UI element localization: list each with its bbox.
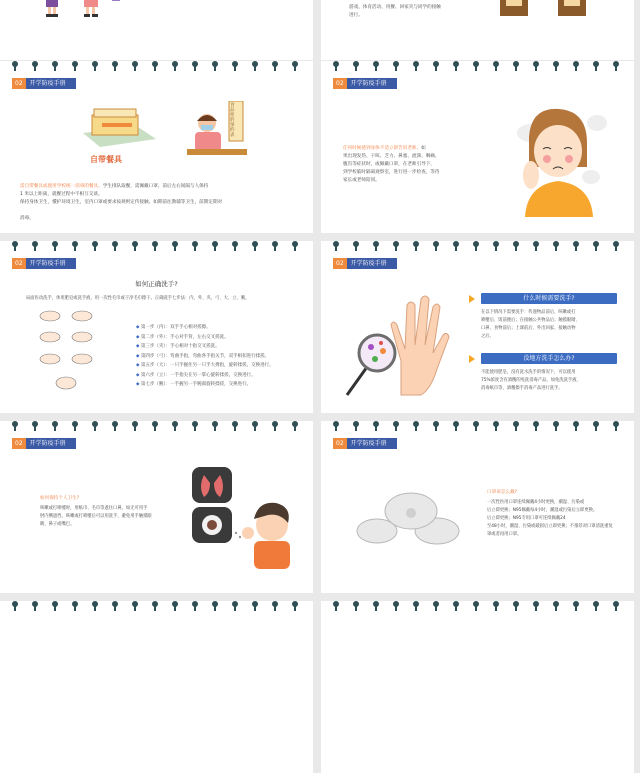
binder-hole [593,241,599,251]
binder-hole [292,61,298,71]
binder-holes [321,601,634,613]
section-number: 02 [333,78,347,89]
binder-hole [333,61,339,71]
binder-hole [132,241,138,251]
binder-hole [453,421,459,431]
binder-hole [473,61,479,71]
binder-hole [32,421,38,431]
binder-holes [321,241,634,253]
section-number: 02 [12,258,26,269]
binder-hole [52,421,58,431]
bullet-icon: ◆ [136,363,141,368]
binder-hole [413,241,419,251]
arrow-icon [469,355,475,363]
binder-hole [72,241,78,251]
binder-hole [292,601,298,611]
hand-germs-illustration [341,285,451,405]
binder-hole [453,61,459,71]
binder-hole [413,61,419,71]
section-name: 开学防疫手册 [347,438,397,449]
binder-hole [393,421,399,431]
binder-hole [72,601,78,611]
arrow-icon [469,295,475,303]
handwash-intro: 局面佐动洗手，体用肥皂或洗手液，用一次性毛巾或干净毛巾擦干。正确洗手七步法：内、外、夹、弓、大、立、腕。 [26,296,250,301]
slide-bottom-right[interactable] [321,601,634,773]
bullet-icon: ◆ [136,353,141,359]
binder-hole [453,601,459,611]
binder-hole [112,421,118,431]
binder-hole [92,61,98,71]
binder-holes [0,61,313,73]
step-key: 第二步（外）： [140,334,171,340]
step-value: 一只手握住另一只手大拇指，旋转揉搓，交换进行。 [170,363,274,368]
binder-hole [172,61,178,71]
handwash-step [136,323,211,333]
binder-holes [321,61,634,73]
binder-hole [513,241,519,251]
when-line-1: 在以下情况下需要洗手：传递物品前后、咳嗽或打 [481,310,576,315]
when-to-wash-heading: 什么时候需要洗手? [481,293,617,304]
binder-hole [433,241,439,251]
noplace-line-1: 不能使用肥皂、没有洗水洗手的情况下，可以使用 [481,370,576,375]
binder-hole [413,421,419,431]
unwell-line-5: 家长或老师陪同。 [343,178,380,183]
noplace-line-3: 消毒纸巾等，酒精擦手消毒产品进行洗手。 [481,386,563,391]
slide-when-to-wash[interactable] [321,241,634,413]
binder-holes [321,421,634,433]
section-tag [333,438,397,449]
mask-line-5: 罩或者再用口罩。 [487,532,522,537]
binder-hole [112,61,118,71]
section-tag [333,258,397,269]
binder-hole [212,601,218,611]
binder-hole [272,601,278,611]
hygiene-line-3: 睛、鼻子或嘴巴。 [40,522,75,527]
unwell-line-3: 腹泻等症状时，或佩戴口罩，在老师引导下， [343,162,435,167]
hygiene-heading: 如何保持个人卫生? [40,496,80,501]
handwash-step [136,333,229,343]
unwell-line-2: 果出现发热、干咳、乏力、鼻塞、流涕、咽痛、 [343,154,440,159]
binder-hole [72,61,78,71]
noplace-line-2: 75%浓度含有酒精的免洗消毒产品，如免洗洗手液、 [481,378,581,383]
binder-hole [252,61,258,71]
binder-hole [132,601,138,611]
body-line: 游戏、体育活动、用餐、回家夹与同学的接触 [349,5,441,10]
binder-hole [292,421,298,431]
section-tag [12,78,76,89]
coughing-boy-illustration [188,463,303,573]
when-line-2: 喷嚏后、饭前便后；在接触公共物品后；触摸眼睛、 [481,318,580,323]
binder-hole [573,241,579,251]
binder-hole [433,421,439,431]
binder-hole [152,421,158,431]
binder-hole [212,421,218,431]
binder-hole [333,601,339,611]
binder-hole [533,601,539,611]
hygiene-line-1: 咳嗽或打喷嚏时，用纸巾、毛巾等遮住口鼻，如无可用手 [40,506,148,511]
step-key: 第七步（腕）： [140,382,171,387]
section-name: 开学防疫手册 [26,258,76,269]
section-number: 02 [12,438,26,449]
cafeteria-illustration [185,101,255,166]
binder-hole [192,241,198,251]
step-key: 第三步（夹）： [140,344,171,349]
section-tag [12,258,76,269]
bullet-icon: ◆ [136,325,141,330]
rule-line-1: 需自带餐具或使用学校统一消毒的餐具。学生排队取餐，需佩戴口罩，前后左右间隔与人保持 [20,184,209,189]
binder-hole [573,61,579,71]
binder-hole [453,241,459,251]
binder-holes [0,241,313,253]
slide-bottom-left[interactable] [0,601,313,773]
binder-hole [232,601,238,611]
binder-hole [152,601,158,611]
binder-hole [252,421,258,431]
binder-hole [473,421,479,431]
binder-hole [513,421,519,431]
bullet-icon: ◆ [136,382,141,387]
section-name: 开学防疫手册 [347,78,397,89]
binder-hole [593,601,599,611]
step-key: 第四步（弓）： [140,353,171,359]
mask-line-1: 一次性医用口罩连续佩戴4小时更换，潮湿、污染或 [487,500,585,505]
binder-hole [553,61,559,71]
binder-hole [172,601,178,611]
binder-hole [172,421,178,431]
binder-hole [593,61,599,71]
binder-hole [373,61,379,71]
students-illustration [40,0,130,33]
binder-hole [92,421,98,431]
binder-hole [112,241,118,251]
binder-hole [252,241,258,251]
section-number: 02 [12,78,26,89]
binder-hole [493,601,499,611]
mask-line-4: 至48小时，潮湿、污染或破损后立即更换；不推荐对口罩清洗重复 [487,524,613,529]
section-name: 开学防疫手册 [26,78,76,89]
binder-hole [393,601,399,611]
binder-hole [533,61,539,71]
handwash-steps-illustration [36,307,102,403]
binder-hole [393,61,399,71]
binder-hole [353,61,359,71]
binder-hole [192,601,198,611]
slide-mask[interactable] [321,421,634,593]
binder-hole [232,421,238,431]
binder-hole [272,241,278,251]
section-name: 开学防疫手册 [347,258,397,269]
step-value: 一手握另一手腕部旋转揉搓，交换进行。 [170,382,252,387]
section-tag [333,78,397,89]
handwash-step [136,352,269,362]
step-key: 第五步（大）： [140,363,171,368]
binder-hole [433,61,439,71]
binder-hole [192,421,198,431]
binder-hole [473,601,479,611]
unwell-line-1: 任何时候感到身体不适立即告诉老师。如 [343,146,426,151]
unwell-line-4: 到学校临时隔离观察室，进行进一步检查，等待 [343,170,440,175]
binder-hole [613,241,619,251]
binder-hole [373,601,379,611]
binder-hole [272,421,278,431]
step-key: 第一步（内）： [140,325,171,330]
binder-hole [92,241,98,251]
hygiene-line-2: 肘内侧遮挡。咳嗽或打喷嚏后可以用洗手，避免用手触摸眼 [40,514,152,519]
binder-hole [573,601,579,611]
binder-hole [533,241,539,251]
no-place-heading: 没地方洗手怎么办? [481,353,617,364]
binder-hole [333,241,339,251]
binder-hole [513,61,519,71]
binder-hole [132,421,138,431]
binder-hole [473,241,479,251]
binder-hole [353,421,359,431]
step-value: 弯曲手指，弯曲各手指关节，双手相扣进行揉搓。 [170,353,270,359]
binder-hole [573,421,579,431]
binder-hole [353,241,359,251]
slide-top-left[interactable] [0,0,313,60]
section-number: 02 [333,438,347,449]
mask-line-3: 后立即更换；N95专用口罩可连续佩戴24 [487,516,566,521]
sick-girl-illustration [501,97,611,217]
binder-hole [12,241,18,251]
binder-hole [112,601,118,611]
binder-hole [613,601,619,611]
binder-hole [593,421,599,431]
binder-hole [132,61,138,71]
binder-hole [12,421,18,431]
masks-illustration [351,487,471,547]
when-line-4: 之后。 [481,334,494,339]
handwash-step [136,380,251,390]
binder-hole [52,61,58,71]
binder-hole [493,61,499,71]
binder-hole [272,61,278,71]
step-value: 双手手心相对搓擦。 [170,325,211,330]
step-value: 一手指尖在另一掌心旋转揉搓，交换进行。 [170,372,256,378]
section-tag [12,438,76,449]
slide-feeling-unwell[interactable] [321,61,634,233]
slide-personal-hygiene[interactable] [0,421,313,593]
binder-hole [493,241,499,251]
binder-hole [12,601,18,611]
binder-hole [393,241,399,251]
handwash-step [136,361,274,371]
mask-heading: 口罩该怎么戴? [487,490,518,495]
handwash-title: 如何正确洗手? [135,280,178,288]
bullet-icon: ◆ [136,372,141,378]
binder-hole [252,601,258,611]
binder-holes [0,601,313,613]
handwash-step [136,342,220,352]
handwash-step [136,371,256,381]
binder-hole [553,241,559,251]
binder-hole [192,61,198,71]
binder-hole [172,241,178,251]
binder-hole [152,241,158,251]
binder-hole [533,421,539,431]
binder-hole [292,241,298,251]
step-value: 手心对手背，左右交叉搓洗。 [170,334,229,340]
binder-hole [12,61,18,71]
binder-hole [553,421,559,431]
slide-handwashing-steps[interactable] [0,241,313,413]
binder-hole [373,421,379,431]
mask-line-2: 后立即更换；N95佩戴每4小时，潮湿或污染后立即更换。 [487,508,598,513]
sign-text: 食品柜的预约表 [230,103,235,138]
binder-hole [72,421,78,431]
section-number: 02 [333,258,347,269]
binder-hole [413,601,419,611]
rule-line-3: 保持身体卫生，懂护环境卫生，室内口罩或要求按规则定传接触。如期前往教辅等卫生，前期定期对 [20,200,223,205]
rule-line-2: 1 米以上距离，就餐过程中不相互交谈。 [20,192,103,197]
tableware-caption: 自带餐具 [90,155,122,164]
slide-bring-tableware[interactable] [0,61,313,233]
binder-hole [433,601,439,611]
step-key: 第六步（立）： [140,372,171,378]
binder-hole [232,61,238,71]
body-line: 进行。 [349,13,363,18]
binder-hole [32,241,38,251]
binder-hole [333,421,339,431]
binder-hole [32,601,38,611]
binder-holes [0,421,313,433]
binder-hole [52,241,58,251]
when-line-3: 口鼻、食物前后；上课前后、外出回家、接触动物 [481,326,576,331]
slide-top-right[interactable] [321,0,634,60]
rule-line-4: 消毒。 [20,216,34,221]
binder-hole [353,601,359,611]
binder-hole [52,601,58,611]
bullet-icon: ◆ [136,334,141,340]
binder-hole [212,61,218,71]
binder-hole [613,61,619,71]
binder-hole [373,241,379,251]
step-value: 手心相对十指交叉搓洗。 [170,344,220,349]
binder-hole [152,61,158,71]
binder-hole [553,601,559,611]
binder-hole [493,421,499,431]
binder-hole [32,61,38,71]
binder-hole [92,601,98,611]
bullet-icon: ◆ [136,344,141,349]
binder-hole [613,421,619,431]
binder-hole [232,241,238,251]
classroom-illustration [496,0,596,22]
section-name: 开学防疫手册 [26,438,76,449]
binder-hole [513,601,519,611]
binder-hole [212,241,218,251]
